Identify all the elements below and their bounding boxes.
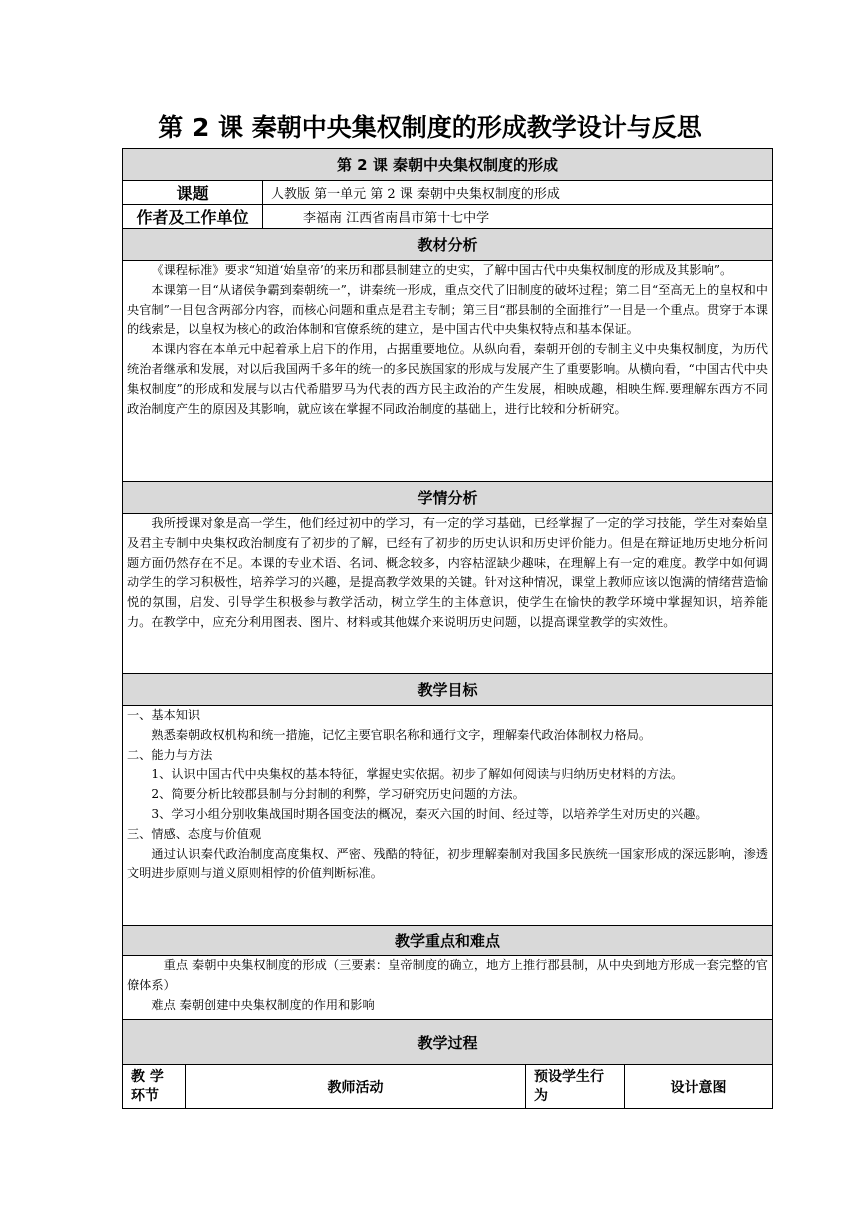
col-student-behavior: 预设学生行 为 [526, 1065, 625, 1109]
difficulty-point: 难点 秦朝创建中央集权制度的作用和影响 [151, 997, 375, 1012]
key-points-body [123, 956, 773, 1020]
material-paragraph: 本课第一目“从诸侯争霸到秦朝统一”，讲秦统一形成，重点交代了旧制度的破坏过程；第二目“至高无上的皇权和中央官制”一目包含两部分内容，而核心问题和重点是君主专制；第三目“郡县制的全面推行”一目是一个重点。贯穿于本课的线索是，以皇权为核心的政治体制和官僚系统的建立，是中国古代中央集权特点和基本保证。 [127, 282, 768, 337]
author-label: 作者及工作单位 [123, 205, 263, 229]
process-header: 教学过程 [123, 1020, 773, 1065]
table-title: 第 2 课 秦朝中央集权制度的形成 [123, 149, 773, 181]
col-phase: 教 学 环节 [123, 1065, 186, 1109]
student-paragraph: 我所授课对象是高一学生，他们经过初中的学习，有一定的学习基础，已经掌握了一定的学习技能，学生对秦始皇及君主专制中央集权政治制度有了初步的了解，已经有了初步的历史认识和历史评价能力。但是在辩证地历史地分析问题方面仍然存在不足。本课的专业术语、名词、概念较多，内容枯涩缺少趣味，在理解上有一定的难度。教学中如何调动学生的学习积极性，培养学习的兴趣，是提高教学效果的关键。针对这种情况，课堂上教师应该以饱满的情绪营造愉悦的氛围，启发、引导学生积极参与教学活动，树立学生的主体意识，使学生在愉快的教学环境中掌握知识，培养能力。在教学中，应充分利用图表、图片、材料或其他媒介来说明历史问题，以提高课堂教学的实效性。 [127, 516, 768, 629]
key-points-header: 教学重点和难点 [123, 926, 773, 956]
student-analysis-body [123, 514, 773, 674]
goal-item: 熟悉秦朝政权机构和统一措施，记忆主要官职名称和通行文字，理解秦代政治体制权力格局。 [151, 727, 652, 742]
goal-heading: 一、基本知识 [127, 708, 201, 722]
material-analysis-body [123, 261, 773, 482]
student-analysis-header: 学情分析 [123, 482, 773, 514]
goal-item: 2、简要分析比较郡县制与分封制的利弊，学习研究历史问题的方法。 [151, 787, 525, 802]
material-paragraph: 《课程标准》要求“知道‘始皇帝’的来历和郡县制建立的史实，了解中国古代中央集权制度的形成及其影响”。 [151, 263, 733, 277]
col-teacher-activity: 教师活动 [186, 1065, 526, 1109]
goal-item: 通过认识秦代政治制度高度集权、严密、残酷的特征，初步理解秦制对我国多民族统一国家形成的深远影响，渗透文明进步原则与道义原则相悖的价值判断标准。 [127, 846, 768, 881]
goal-item: 3、学习小组分别收集战国时期各国变法的概况，秦灭六国的时间、经过等，以培养学生对历史的兴趣。 [151, 806, 708, 821]
goals-header: 教学目标 [123, 674, 773, 706]
goal-heading: 三、情感、态度与价值观 [127, 826, 262, 841]
material-paragraph: 本课内容在本单元中起着承上启下的作用，占据重要地位。从纵向看，秦朝开创的专制主义中央集权制度，为历代统治者继承和发展，对以后我国两千多年的统一的多民族国家的形成与发展产生了重要影响。从横向看，“中国古代中央集权制度”的形成和发展与以古代希腊罗马为代表的西方民主政治的产生发展，相映成趣，相映生辉.要理解东西方不同政治制度产生的原因及其影响，就应该在掌握不同政治制度的基础上，进行比较和分析研究。 [127, 342, 768, 416]
document-title: 第 2 课 秦朝中央集权制度的形成教学设计与反思 [158, 113, 702, 142]
author-value: 李福南 江西省南昌市第十七中学 [263, 205, 773, 229]
material-analysis-header: 教材分析 [123, 229, 773, 261]
course-value: 人教版 第一单元 第 2 课 秦朝中央集权制度的形成 [263, 181, 773, 205]
course-label: 课题 [123, 181, 263, 205]
lesson-plan-table [122, 148, 773, 1109]
key-point: 重点 秦朝中央集权制度的形成（三要素：皇帝制度的确立，地方上推行郡县制，从中央到地方形成一套完整的官僚体系） [127, 958, 768, 992]
goal-item: 1、认识中国古代中央集权的基本特征，掌握史实依据。初步了解如何阅读与归纳历史材料的方法。 [151, 767, 684, 782]
goal-heading: 二、能力与方法 [127, 747, 213, 762]
goals-body [123, 706, 773, 926]
col-design-intent: 设计意图 [625, 1065, 773, 1109]
